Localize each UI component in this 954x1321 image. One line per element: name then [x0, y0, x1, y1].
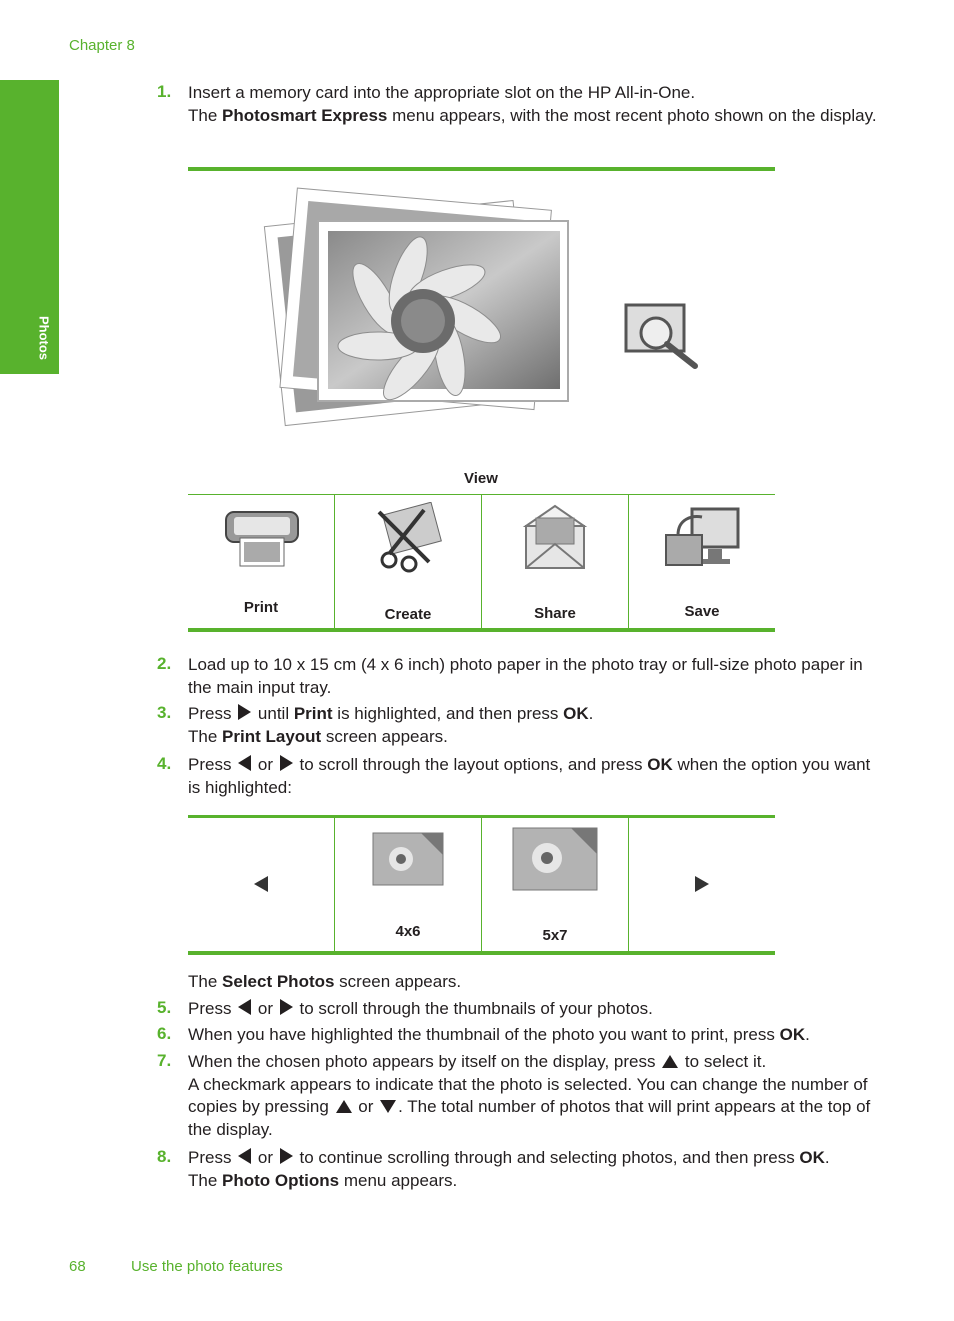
left-arrow-icon [238, 1148, 251, 1164]
step-detail: The Photosmart Express menu appears, with the most recent photo shown on the display. [188, 105, 877, 125]
step-number: 6. [157, 1024, 172, 1043]
right-arrow-icon [280, 755, 293, 771]
step-number: 8. [157, 1147, 172, 1166]
step-number: 1. [157, 82, 172, 101]
step-2: Load up to 10 x 15 cm (4 x 6 inch) photo paper in the photo tray or full-size photo paper in the main input tray. [188, 655, 863, 697]
chapter-header: Chapter 8 [69, 37, 135, 54]
left-arrow-icon [238, 755, 251, 771]
figure-bottom-rule [188, 628, 775, 632]
layout-option-4x6: 4x6 [395, 923, 421, 940]
layout-5x7-icon [511, 826, 599, 892]
step-number: 7. [157, 1051, 172, 1070]
step-number: 3. [157, 703, 172, 722]
figure-bottom-rule [188, 951, 775, 955]
layout-right-arrow-icon [695, 876, 709, 892]
right-arrow-icon [280, 1148, 293, 1164]
menu-item-share: Share [534, 605, 576, 622]
step-3: Press until Print is highlighted, and then press OK. The Print Layout screen appears. [188, 704, 594, 746]
step-7: When the chosen photo appears by itself on the display, press to select it. A checkmark appears to indicate that the photo is selected. You can change the number of copies by pressing or . The total number of photos that will print appears at the top of the display. [188, 1052, 871, 1139]
step-number: 5. [157, 998, 172, 1017]
step-4: Press or to scroll through the layout options, and press OK when the option you want is highlighted: [188, 755, 871, 797]
view-label: View [464, 470, 498, 487]
printer-icon [222, 508, 302, 570]
layout-4x6-icon [371, 831, 445, 887]
down-arrow-icon [380, 1100, 396, 1113]
envelope-icon [522, 504, 588, 572]
right-arrow-icon [280, 999, 293, 1015]
step-number: 4. [157, 754, 172, 773]
layout-option-5x7: 5x7 [542, 927, 568, 944]
up-arrow-icon [662, 1055, 678, 1068]
menu-item-print: Print [243, 599, 279, 616]
save-to-computer-icon [664, 505, 742, 569]
scissors-icon [369, 502, 449, 574]
up-arrow-icon [336, 1100, 352, 1113]
menu-item-save: Save [684, 603, 720, 620]
left-arrow-icon [238, 999, 251, 1015]
grid-divider [628, 818, 629, 951]
step-number: 2. [157, 654, 172, 673]
layout-left-arrow-icon [254, 876, 268, 892]
photo-stack-illustration [188, 171, 775, 471]
step-text: Insert a memory card into the appropriate slot on the HP All-in-One. [188, 83, 696, 102]
side-tab-label: Photos [36, 315, 52, 361]
step-6: When you have highlighted the thumbnail of the photo you want to print, press OK. [188, 1025, 810, 1044]
step-5: Press or to scroll through the thumbnails of your photos. [188, 999, 653, 1018]
menu-item-create: Create [384, 606, 432, 623]
step-8: Press or to continue scrolling through and selecting photos, and then press OK. The Photo Options menu appears. [188, 1148, 830, 1190]
footer-title: Use the photo features [131, 1258, 283, 1275]
right-arrow-icon [238, 704, 251, 720]
step-detail: The Select Photos screen appears. [188, 972, 462, 991]
page-number: 68 [69, 1258, 86, 1275]
view-magnifier-icon [626, 305, 695, 366]
step-1 [188, 82, 878, 127]
